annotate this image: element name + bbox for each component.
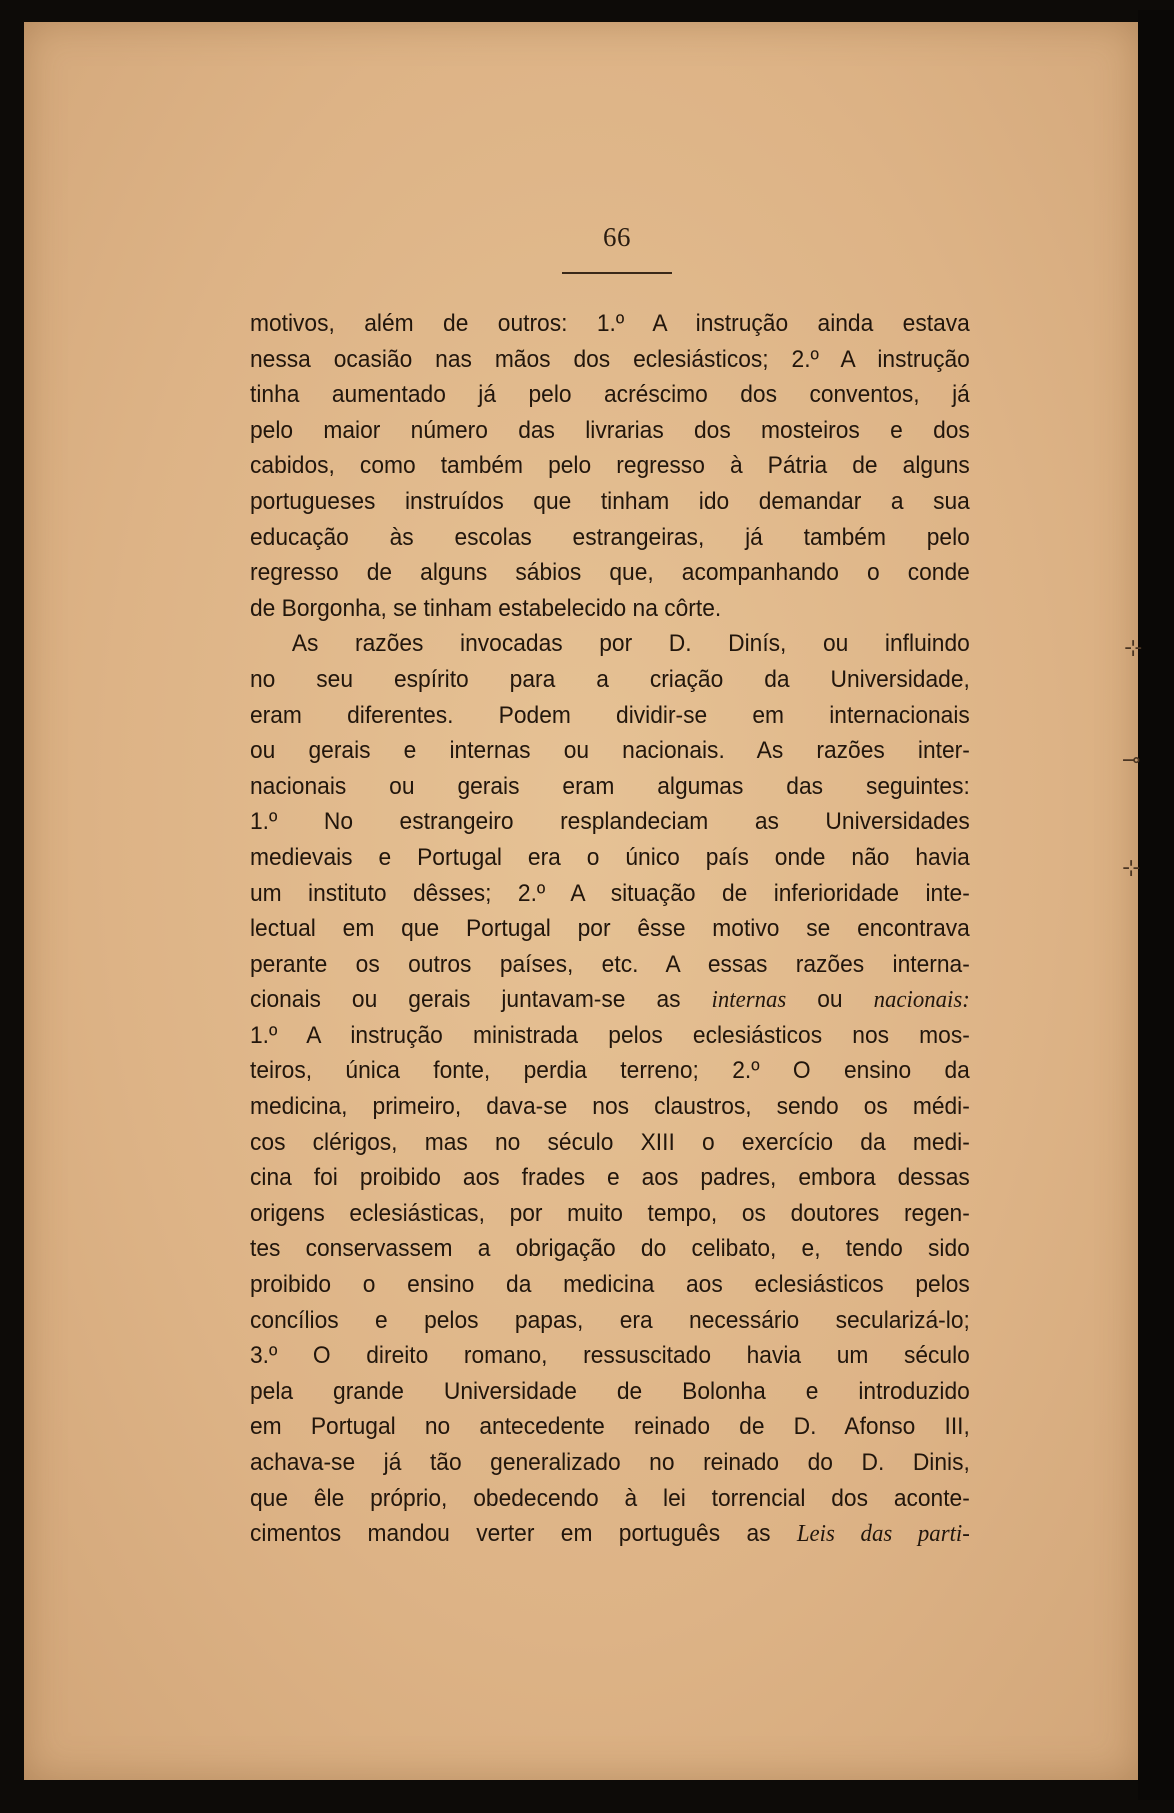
text-line: medicina, primeiro, dava-se nos claustros, sendo os médi- [250, 1093, 970, 1121]
margin-mark: ⊸ [1122, 748, 1141, 773]
text-line: achava-se já tão generalizado no reinado do D. Dinis, [250, 1449, 970, 1476]
text-line: eram diferentes. Podem dividir-se em internacionais [250, 701, 970, 729]
text-line: pela grande Universidade de Bolonha e introduzido [250, 1377, 970, 1405]
text-line: medievais e Portugal era o único país onde não havia [250, 843, 970, 871]
text-line: 3.º O direito romano, ressuscitado havia um século [250, 1342, 970, 1370]
text-segment: ou [817, 986, 843, 1014]
text-line: de Borgonha, se tinham estabelecido na côrte. [250, 594, 722, 622]
text-line: ou gerais e internas ou nacionais. As razões inter- [250, 737, 970, 765]
text-line: concílios e pelos papas, era necessário secularizá-lo; [250, 1306, 970, 1334]
text-line: tes conservassem a obrigação do celibato, e, tendo sido [250, 1235, 970, 1263]
text-line: um instituto dêsses; 2.º A situação de inferioridade inte- [250, 879, 970, 907]
text-line: origens eclesiásticas, por muito tempo, os doutores regen- [250, 1199, 970, 1227]
text-line: 1.º No estrangeiro resplandeciam as Universidades [250, 808, 970, 836]
text-line: cos clérigos, mas no século XIII o exercício da medi- [250, 1128, 970, 1156]
text-line: lectual em que Portugal por êsse motivo se encontrava [250, 915, 970, 943]
text-line: As razões invocadas por D. Dinís, ou influindo [291, 630, 970, 658]
margin-mark: ⊹ [1122, 856, 1141, 881]
text-line: teiros, única fonte, perdia terreno; 2.º O ensino da [250, 1057, 970, 1085]
text-line: motivos, além de outros: 1.º A instrução ainda estava [250, 310, 970, 337]
text-line: pelo maior número das livrarias dos mosteiros e dos [250, 416, 970, 444]
text-segment: cionais ou gerais juntavam-se as [250, 986, 681, 1014]
text-segment: cimentos mandou verter em português as [250, 1520, 771, 1548]
text-line: nacionais ou gerais eram algumas das seguintes: [250, 772, 970, 800]
text-line-with-italics [250, 982, 970, 1018]
text-line: cabidos, como também pelo regresso à Pátria de alguns [250, 452, 970, 480]
text-line: regresso de alguns sábios que, acompanhando o conde [250, 559, 970, 587]
italic-text: internas [711, 986, 787, 1014]
text-line: que êle próprio, obedecendo à lei torrencial dos aconte- [250, 1484, 970, 1512]
text-line: nessa ocasião nas mãos dos eclesiásticos; 2.º A instrução [250, 345, 970, 373]
text-line-with-italics [250, 1516, 970, 1552]
body-text [250, 306, 970, 1552]
margin-mark: ⊹ [1124, 636, 1143, 661]
text-line: no seu espírito para a criação da Universidade, [250, 665, 970, 693]
italic-text: nacionais: [873, 986, 970, 1014]
text-line: tinha aumentado já pelo acréscimo dos conventos, já [250, 381, 970, 409]
text-line: perante os outros países, etc. A essas razões interna- [250, 950, 970, 978]
page-edge-shadow [1138, 10, 1174, 1800]
page-number: 66 [603, 222, 631, 252]
italic-text: Leis das parti- [796, 1520, 970, 1548]
text-line: em Portugal no antecedente reinado de D. Afonso III, [250, 1413, 970, 1441]
text-line: proibido o ensino da medicina aos eclesiásticos pelos [250, 1271, 970, 1299]
text-line: portugueses instruídos que tinham ido demandar a sua [250, 487, 970, 515]
text-line: cina foi proibido aos frades e aos padres, embora dessas [250, 1164, 970, 1192]
text-line: educação às escolas estrangeiras, já também pelo [250, 523, 970, 551]
page-number-rule [562, 272, 672, 274]
text-line: 1.º A instrução ministrada pelos eclesiásticos nos mos- [250, 1021, 970, 1049]
